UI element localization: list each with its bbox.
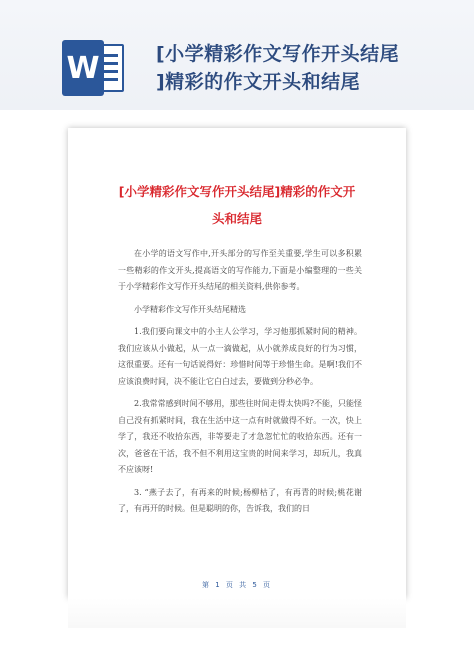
header-banner	[0, 0, 474, 110]
body-paragraph: 在小学的语文写作中,开头部分的写作至关重要,学生可以多积累一些精彩的作文开头,提高语文的写作能力,下面是小编整理的一些关于小学精彩作文写作开头结尾的相关资料,供你参考。	[118, 249, 362, 291]
word-icon	[62, 38, 126, 98]
page-number: 第 1 页 共 5 页	[201, 581, 273, 589]
document-page-continuation	[68, 598, 406, 628]
body-paragraph: 小学精彩作文写作开头结尾精选	[134, 304, 246, 314]
header-title	[156, 40, 456, 96]
header-title-line1: [小学精彩作文写作开头结尾	[156, 43, 400, 65]
body-paragraph: 3. “燕子去了，有再来的时候;杨柳枯了，有再青的时候;桃花谢了，有再开的时候。但是聪明的你，告诉我，我们的日	[118, 487, 362, 513]
word-icon-badge: W	[62, 40, 104, 96]
body-paragraph: 1.我们要向课文中的小主人公学习，学习他那抓紧时间的精神。我们应该从小做起，从一点一滴做起，从小就养成良好的行为习惯，这很重要。还有一句话说得好：珍惜时间等于珍惜生命。是啊!我们不应该浪费时间，决不能让它白白过去，要做到分秒必争。	[118, 327, 362, 386]
document-title-line2: 头和结尾	[211, 211, 262, 226]
document-title	[98, 178, 376, 232]
document-body	[118, 246, 362, 524]
document-title-line1: [小学精彩作文写作开头结尾]精彩的作文开	[118, 184, 356, 199]
document-page	[68, 128, 406, 598]
body-paragraph: 2.我常常感到时间不够用，那些往时间走得太快吗?不能，只能怪自己没有抓紧时间，我在生活中这一点有时就做得不好。一次，快上学了，我还不收拾东西，非等要走了才急忽忙忙的收拾东西。还有一次，爸爸在干活，我不但不利用这宝贵的时间来学习，却玩儿，我真不应该呀!	[118, 399, 362, 474]
header-title-line2: ]精彩的作文开头和结尾	[156, 71, 361, 93]
